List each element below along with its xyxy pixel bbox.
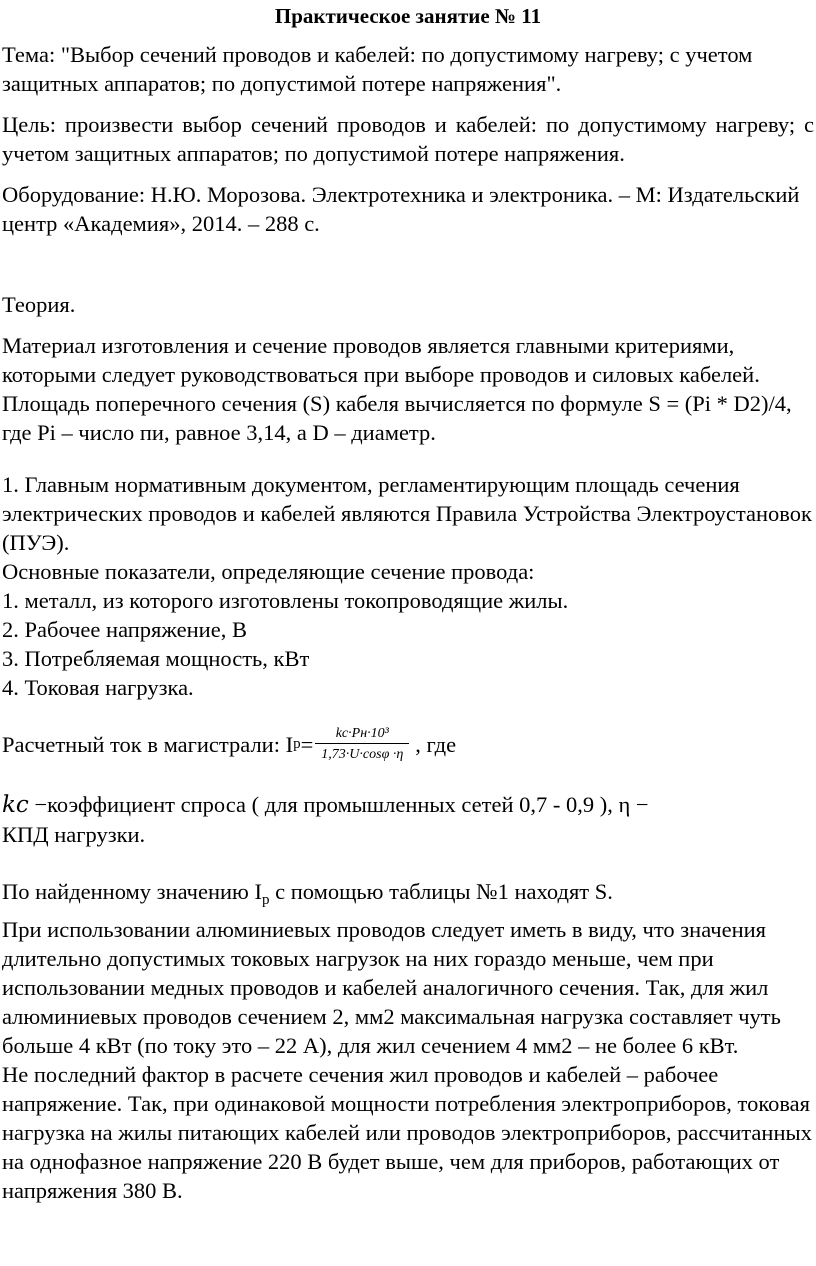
indicators-heading: Основные показатели, определяющие сечение провода: (2, 559, 535, 584)
found-line-pre: По найденному значению I (2, 879, 262, 904)
found-line-sub: р (261, 892, 270, 908)
formula-suffix: , где (415, 731, 457, 757)
indicator-item: 4. Токовая нагрузка. (2, 675, 194, 700)
current-formula (2, 712, 814, 776)
theory-heading: Теория. (2, 292, 76, 317)
voltage-paragraph: Не последний фактор в расчете сечения жил проводов и кабелей – рабочее напряжение. Так, при одинаковой мощности потребления электроприборов, токовая нагрузка на жилы питающих кабелей или проводов электроприборов, рассчитанных на однофазное напряжение 220 В будет выше, чем для приборов, работающих от напряжения 380 В. (2, 1062, 812, 1203)
formula-fraction (315, 725, 409, 764)
formula-numerator: kc·Pн·10³ (335, 725, 389, 741)
equipment-paragraph: Оборудование: Н.Ю. Морозова. Электротехника и электроника. – М: Издательский центр «Академия», 2014. – 288 с. (2, 182, 800, 236)
kc-definition (2, 790, 814, 820)
theory-paragraph: Материал изготовления и сечение проводов является главными критериями, которыми следует руководствоваться при выборе проводов и силовых кабелей. Площадь поперечного сечения (S) кабеля вычисляется по формуле S = (Pi * D2)/4, где Pi – число пи, равное 3,14, а D – диаметр. (2, 333, 792, 445)
formula-label-sub: р (293, 735, 301, 752)
document-page (0, 2, 814, 1205)
formula-equals: = (300, 731, 314, 757)
formula-label: Расчетный ток в магистрали: I (2, 731, 294, 757)
found-line-post: с помощью таблицы №1 находят S. (269, 879, 613, 904)
goal-paragraph: Цель: произвести выбор сечений проводов и кабелей: по допустимому нагреву; с учетом защитных аппаратов; по допустимой потере напряжения. (2, 112, 814, 166)
point-1-paragraph: 1. Главным нормативным документом, регламентирующим площадь сечения электрических проводов и кабелей являются Правила Устройства Электроустановок (ПУЭ). (2, 472, 812, 555)
indicator-item: 2. Рабочее напряжение, В (2, 617, 247, 642)
topic-paragraph: Тема: "Выбор сечений проводов и кабелей: по допустимому нагреву; с учетом защитных аппаратов; по допустимой потере напряжения". (2, 42, 753, 96)
page-title: Практическое занятие № 11 (274, 4, 542, 28)
indicator-item: 1. металл, из которого изготовлены токопроводящие жилы. (2, 588, 569, 613)
indicator-item: 3. Потребляемая мощность, кВт (2, 646, 310, 671)
kc-text: −коэффициент спроса ( для промышленных сетей 0,7 - 0,9 ), η − (28, 792, 649, 817)
found-line (2, 877, 814, 915)
aluminium-paragraph: При использовании алюминиевых проводов следует иметь в виду, что значения длительно допустимых токовых нагрузок на них гораздо меньше, чем при использовании медных проводов и кабелей аналогичного сечения. Так, для жил алюминиевых проводов сечением 2, мм2 максимальная нагрузка составляет чуть больше 4 кВт (по току это – 22 А), для жил сечением 4 мм2 – не более 6 кВт. (2, 917, 781, 1058)
kc-definition-cont: КПД нагрузки. (2, 822, 146, 847)
formula-denominator: 1,73·U·cosφ ·η (315, 743, 409, 764)
kc-symbol: kc (2, 792, 29, 818)
